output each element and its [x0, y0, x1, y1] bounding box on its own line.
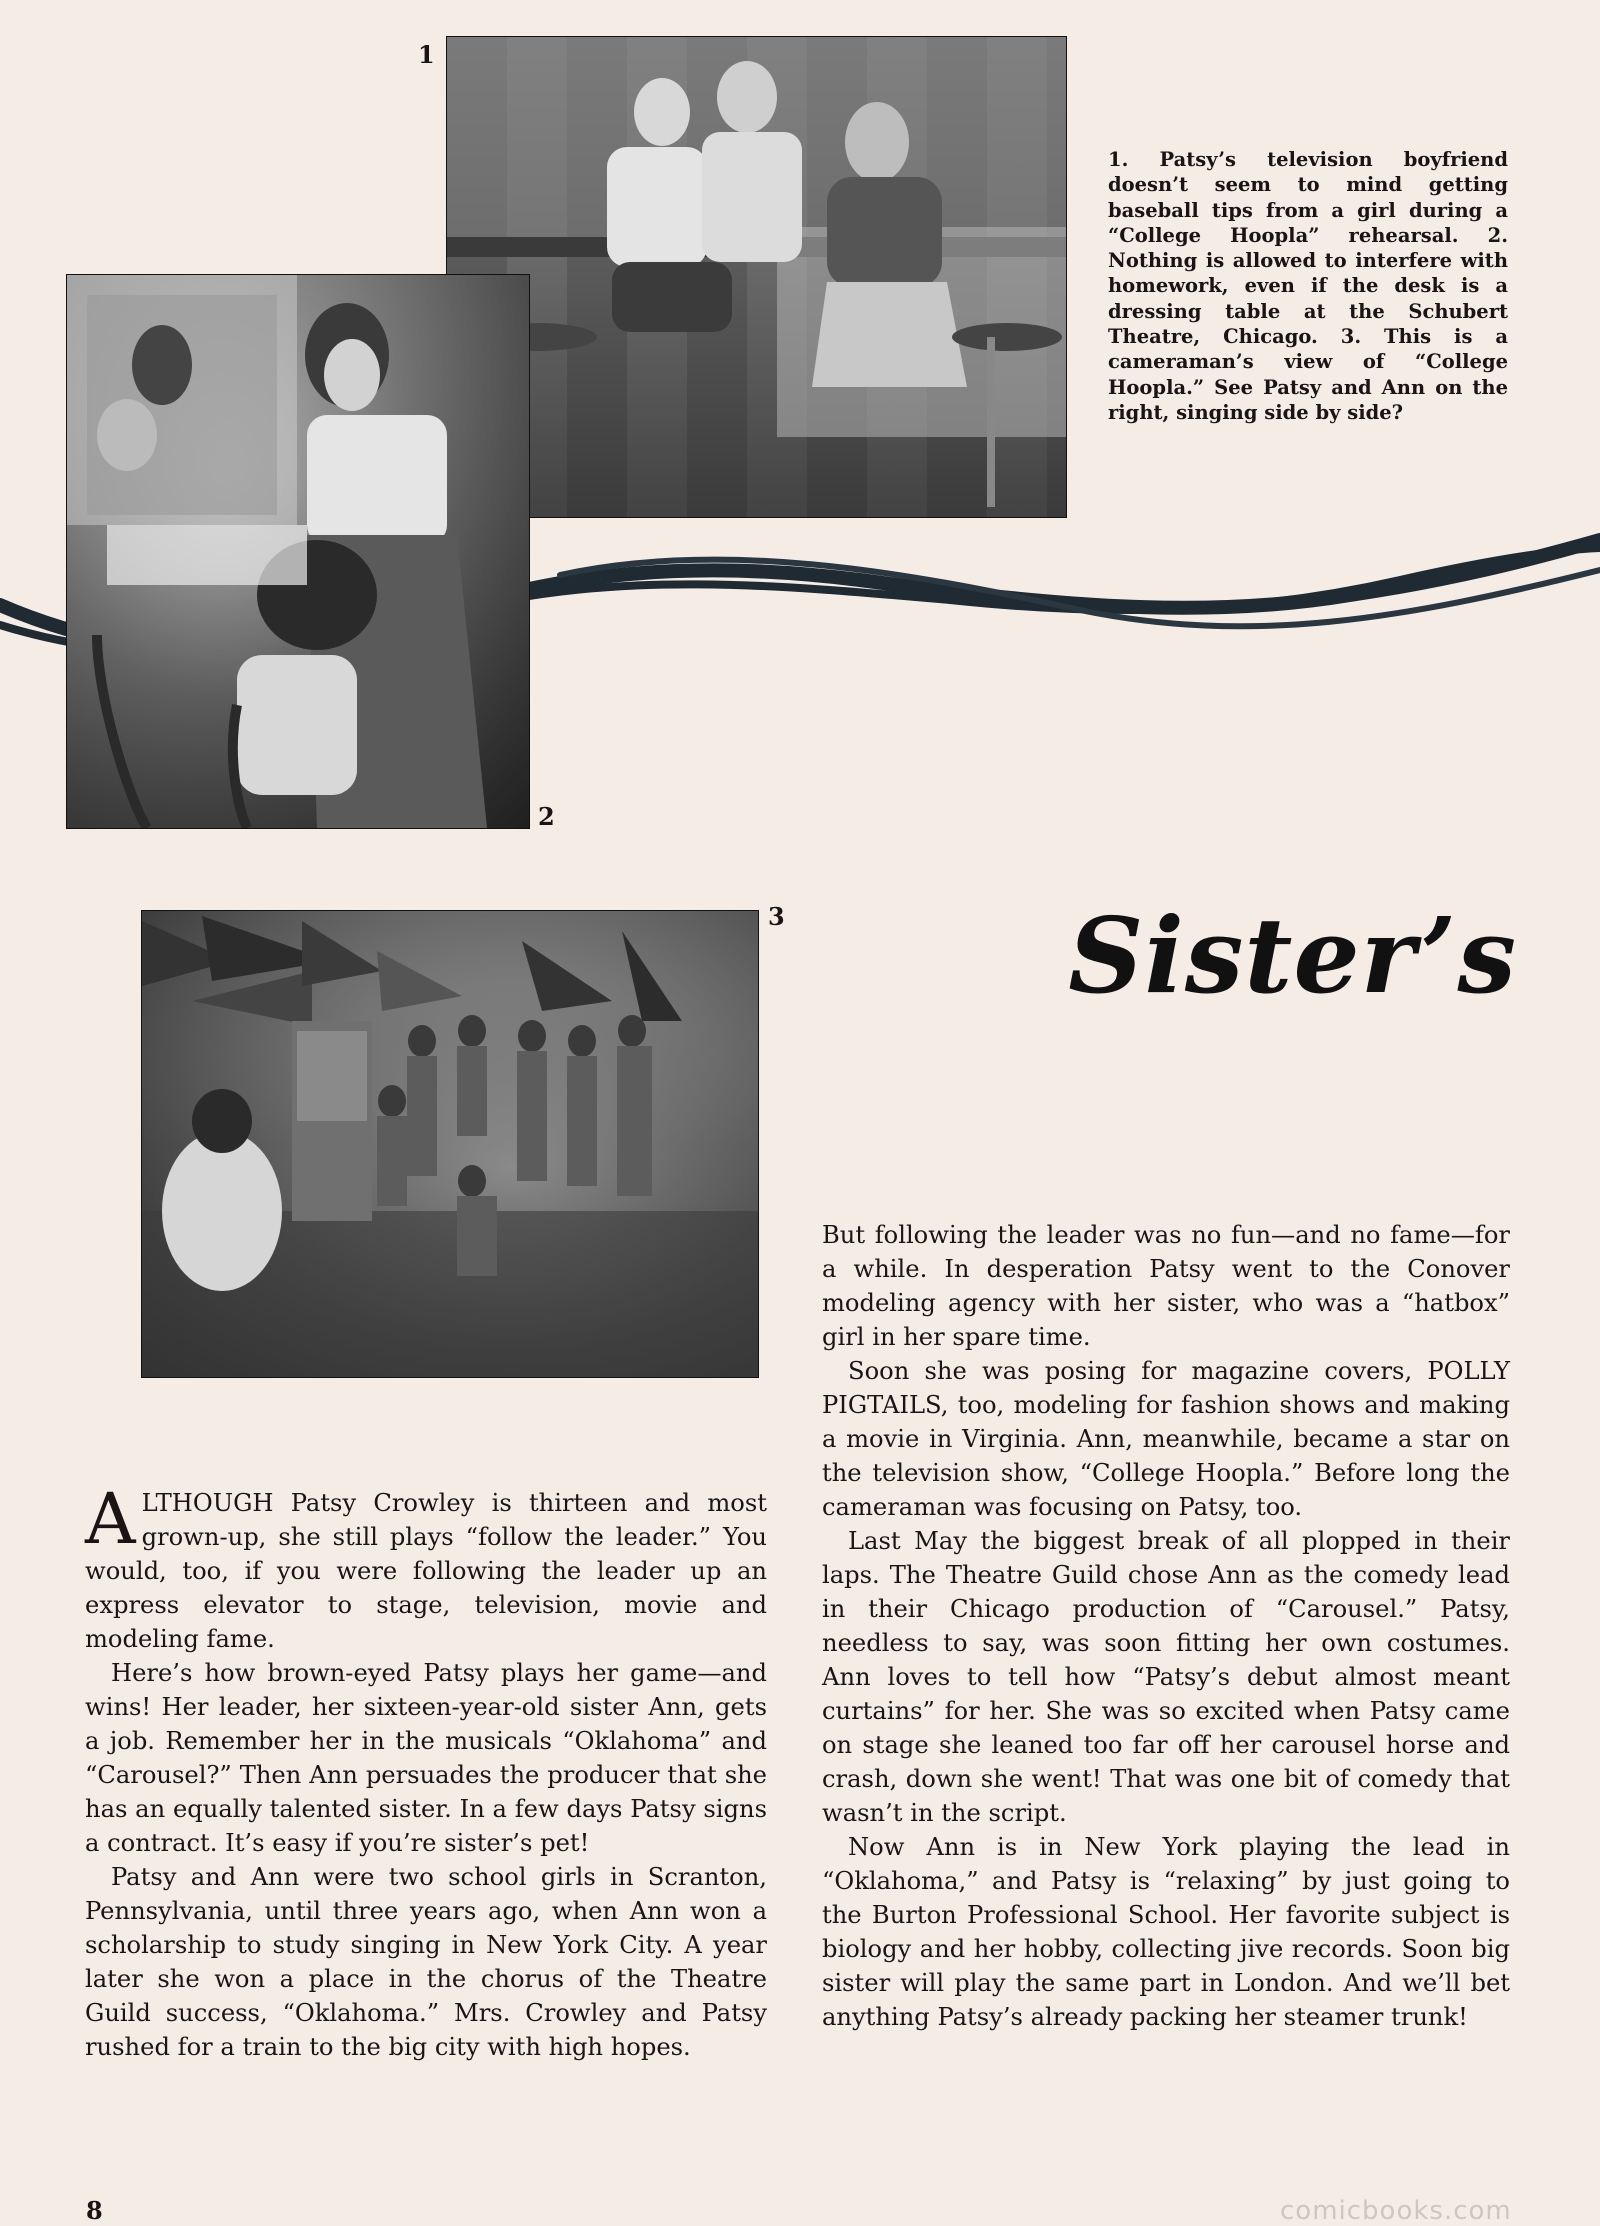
article-paragraph: Soon she was posing for magazine covers, POLLY PIGTAILS, too, modeling for fashion shows and making a movie in Virginia. Ann, meanwhile, became a star on the television show, “College Hoopla.” Before long the cameraman was focusing on Patsy, too.	[822, 1357, 1510, 1521]
watermark: comicbooks.com	[1280, 2196, 1512, 2226]
page-number: 8	[86, 2196, 103, 2225]
photo-rehearsal-icon	[447, 37, 1066, 517]
article-paragraph: Last May the biggest break of all plopped in their laps. The Theatre Guild chose Ann as the comedy lead in their Chicago production of “Carousel.” Patsy, needless to say, was soon fitting her own costumes. Ann loves to tell how “Patsy’s debut almost meant curtains” for her. She was so excited when Patsy came on stage she leaned too far off her carousel horse and crash, down she went! That was one bit of comedy that wasn’t in the script.	[822, 1527, 1510, 1827]
article-paragraph	[85, 1478, 767, 1656]
article-column-1	[85, 1478, 767, 2064]
photo-dressing-room	[66, 274, 530, 829]
photo-studio-icon	[142, 911, 758, 1377]
photo-dressing-room-icon	[67, 275, 529, 828]
drop-cap: A	[85, 1478, 136, 1560]
article-paragraph: But following the leader was no fun—and no fame—for a while. In desperation Patsy went to the Conover modeling agency with her sister, who was a “hatbox” girl in her spare time.	[822, 1221, 1510, 1351]
photo-rehearsal	[446, 36, 1067, 518]
photo-number-1: 1	[418, 40, 435, 69]
photo-number-3: 3	[768, 902, 785, 931]
photo-captions: 1. Patsy’s television boyfriend doesn’t seem to mind getting baseball tips from a girl during a “College Hoopla” rehearsal. 2. Nothing is allowed to interfere with homework, even if the desk is a dressing table at the Schubert Theatre, Chicago. 3. This is a cameraman’s view of “College Hoopla.” See Patsy and Ann on the right, singing side by side?	[1108, 148, 1508, 424]
article-paragraph: Patsy and Ann were two school girls in Scranton, Pennsylvania, until three years ago, when Ann won a scholarship to study singing in New York City. A year later she won a place in the chorus of the Theatre Guild success, “Oklahoma.” Mrs. Crowley and Patsy rushed for a train to the big city with high hopes.	[85, 1863, 767, 2061]
article-column-2	[822, 1218, 1510, 2034]
article-title: Sister’s	[1068, 894, 1517, 1017]
article-paragraph: Here’s how brown-eyed Patsy plays her game—and wins! Her leader, her sixteen-year-old sister Ann, gets a job. Remember her in the musicals “Oklahoma” and “Carousel?” Then Ann persuades the producer that she has an equally talented sister. In a few days Patsy signs a contract. It’s easy if you’re sister’s pet!	[85, 1659, 767, 1857]
photo-number-2: 2	[538, 802, 555, 831]
photo-studio	[141, 910, 759, 1378]
article-paragraph: Now Ann is in New York playing the lead in “Oklahoma,” and Patsy is “relaxing” by just going to the Burton Professional School. Her favorite subject is biology and her hobby, collecting jive records. Soon big sister will play the same part in London. And we’ll bet anything Patsy’s already packing her steamer trunk!	[822, 1833, 1510, 2031]
article-paragraph-text: LTHOUGH Patsy Crowley is thirteen and most grown-up, she still plays “follow the leader.” You would, too, if you were following the leader up an express elevator to stage, television, movie and modeling fame.	[85, 1489, 767, 1653]
